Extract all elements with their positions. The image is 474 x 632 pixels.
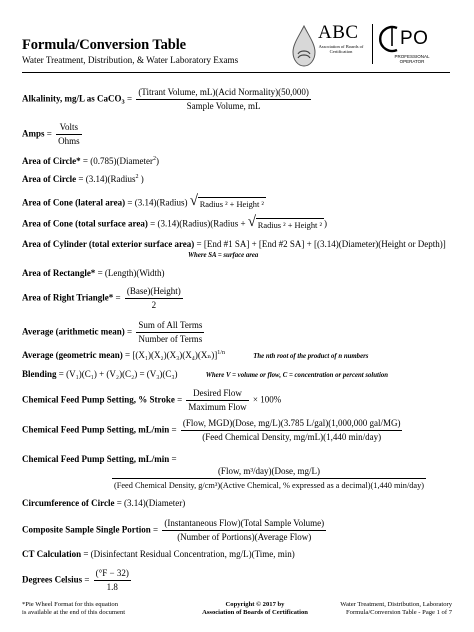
fraction (112, 466, 426, 491)
formula-area-circle-diameter (22, 156, 159, 167)
equals: = (171, 424, 177, 435)
operator-c-logo-icon (378, 24, 400, 54)
document-title: Formula/Conversion Table (22, 37, 186, 53)
formula-label: Chemical Feed Pump Setting, % Stroke (22, 394, 175, 405)
po-logo-tagline: PROFESSIONAL OPERATOR (394, 54, 430, 64)
formula-label: Area of Rectangle* (22, 268, 96, 278)
radicand: Radius ² + Height ² (198, 197, 266, 210)
equals: = (126, 93, 133, 104)
formula-area-rectangle (22, 268, 165, 279)
footer-footnote-line1: *Pie Wheel Format for this equation (22, 601, 119, 608)
square-root: √ Radius ² + Height ² (247, 214, 322, 230)
numerator: (Titrant Volume, mL)(Acid Normality)(50,000) (136, 87, 311, 100)
po-logo-text: PO (400, 28, 429, 49)
formula-label: Area of Cone (lateral area) (22, 197, 126, 208)
numerator: Volts (56, 122, 82, 135)
numerator: (°F − 32) (94, 568, 131, 581)
formula-label: Amps (22, 128, 45, 139)
numerator: Sum of All Terms (136, 320, 204, 333)
formula-label: Area of Cylinder (total exterior surface area) (22, 239, 195, 249)
fraction (94, 568, 131, 593)
footer-copyright-line1: Copyright © 2017 by (225, 601, 285, 608)
formula-feed-pump-ml-min-m3 (22, 454, 177, 465)
numerator: (Flow, MGD)(Dose, mg/L)(3.785 L/gal)(1,000,000 gal/MG) (181, 418, 403, 431)
formula-alkalinity (22, 87, 313, 112)
numerator: Desired Flow (186, 388, 248, 401)
superscript: 1/n (217, 350, 225, 356)
water-drop-logo-icon (290, 24, 318, 68)
expression-close: ) (138, 174, 144, 184)
formula-label: Chemical Feed Pump Setting, mL/min (22, 454, 170, 464)
fraction (186, 388, 248, 413)
radicand: Radius ² + Height ² (256, 218, 324, 231)
formula-label: Composite Sample Single Portion (22, 524, 151, 535)
formula-label: Average (geometric mean) (22, 350, 123, 360)
expression: = (V₁)(C₁) + (V₂)(C₂) = (V₃)(C₃) (58, 369, 178, 379)
blending-note: Where V = volume or flow, C = concentration or percent solution (205, 372, 389, 379)
expression: = (3.14)(Radius)(Radius + (150, 218, 246, 229)
superscript: 2 (152, 156, 156, 162)
formula-average-arithmetic (22, 320, 206, 345)
expression-body: ₁)(X₂)(X₃)(X₄)(Xₙ)] (144, 350, 218, 360)
formula-area-circle-radius (22, 174, 144, 185)
formula-average-geometric (22, 350, 368, 362)
abc-logo-text: ABC (318, 22, 359, 43)
expression: = (3.14)(Diameter) (116, 498, 186, 508)
denominator: (Feed Chemical Density, g/cm³)(Active Chemical, % expressed as a decimal)(1,440 min/day) (114, 481, 424, 490)
formula-label: Degrees Celsius (22, 574, 83, 585)
equals: = (46, 128, 52, 139)
geometric-mean-note: The nth root of the product of n numbers (253, 353, 369, 360)
equals: = (177, 394, 183, 405)
square-root: √ Radius ² + Height ² (189, 193, 264, 209)
footer-copyright-line2: Association of Boards of Certification (202, 609, 308, 616)
expression: = [(X (125, 350, 145, 360)
denominator: (Feed Chemical Density, mg/mL)(1,440 min/day) (202, 432, 382, 442)
formula-amps (22, 122, 84, 147)
footer-page-info-line1: Water Treatment, Distribution, Laboratory (340, 601, 452, 608)
denominator: Sample Volume, mL (186, 101, 261, 111)
formula-label: CT Calculation (22, 549, 82, 559)
expression: = [End #1 SA] + [End #2 SA] + [(3.14)(Diameter)(Height or Depth)] (196, 239, 446, 249)
expression: = (0.785)(Diameter (82, 156, 153, 166)
formula-label: Area of Circle (22, 174, 77, 184)
denominator: Ohms (58, 136, 80, 146)
cylinder-note: Where SA = surface area (188, 252, 259, 259)
logo-divider (372, 24, 373, 64)
formula-label: Area of Circle* (22, 156, 81, 166)
expression-close: ) (323, 218, 327, 229)
header-divider (22, 72, 450, 73)
numerator: (Instantaneous Flow)(Total Sample Volume) (162, 518, 326, 531)
fraction (162, 518, 326, 543)
footer-footnote (22, 601, 172, 617)
formula-feed-pump-ml-min-mgd (22, 418, 404, 443)
formula-blending (22, 369, 388, 381)
formula-area-cone-total (22, 214, 327, 231)
subscript: 3 (121, 98, 125, 106)
formula-label: Chemical Feed Pump Setting, mL/min (22, 424, 170, 435)
footer-footnote-line2: is available at the end of this document (22, 609, 126, 616)
equals: = (127, 326, 133, 337)
formula-area-right-triangle (22, 286, 185, 311)
equals: = (84, 574, 90, 585)
expression-close: ) (155, 156, 159, 166)
superscript: 2 (135, 174, 139, 180)
document-subtitle: Water Treatment, Distribution, & Water Laboratory Exams (22, 55, 239, 65)
numerator: (Flow, m³/day)(Dose, mg/L) (112, 466, 426, 479)
expression: = (3.14)(Radius) (127, 197, 188, 208)
abc-logo-tagline: Association of Boards of Certification (318, 44, 364, 54)
formula-feed-pump-ml-min-m3-fraction (112, 466, 426, 491)
fraction (136, 87, 311, 112)
formula-ct-calculation (22, 549, 295, 560)
footer-page-info (300, 601, 452, 617)
footer-page-info-line2: Formula/Conversion Table - Page 1 of 7 (346, 609, 452, 616)
formula-label: Average (arithmetic mean) (22, 326, 125, 337)
formula-label: Area of Cone (total surface area) (22, 218, 148, 229)
expression: = (Length)(Width) (97, 268, 165, 278)
formula-label: Blending (22, 369, 57, 379)
denominator: 2 (151, 300, 157, 310)
expression: = (Disinfectant Residual Concentration, mg/L)(Time, min) (83, 549, 295, 559)
numerator: (Base)(Height) (125, 286, 183, 299)
formula-feed-pump-stroke (22, 388, 281, 413)
equals: = (171, 454, 177, 464)
fraction (56, 122, 82, 147)
expression: = (3.14)(Radius (78, 174, 136, 184)
formula-area-cone-lateral (22, 193, 266, 210)
formula-label: Area of Right Triangle* (22, 292, 114, 303)
formula-area-cylinder (22, 239, 446, 250)
fraction (136, 320, 204, 345)
equals: = (115, 292, 121, 303)
formula-label: Circumference of Circle (22, 498, 115, 508)
formula-degrees-celsius (22, 568, 133, 593)
denominator: 1.8 (106, 582, 118, 592)
equals: = (153, 524, 159, 535)
formula-composite-sample (22, 518, 328, 543)
formula-label: Alkalinity, mg/L as CaCO (22, 93, 122, 104)
denominator: Number of Terms (138, 334, 203, 344)
expression-tail: × 100% (252, 394, 282, 405)
denominator: Maximum Flow (188, 402, 247, 412)
fraction (125, 286, 183, 311)
denominator: (Number of Portions)(Average Flow) (177, 532, 312, 542)
fraction (181, 418, 403, 443)
formula-circumference (22, 498, 185, 509)
